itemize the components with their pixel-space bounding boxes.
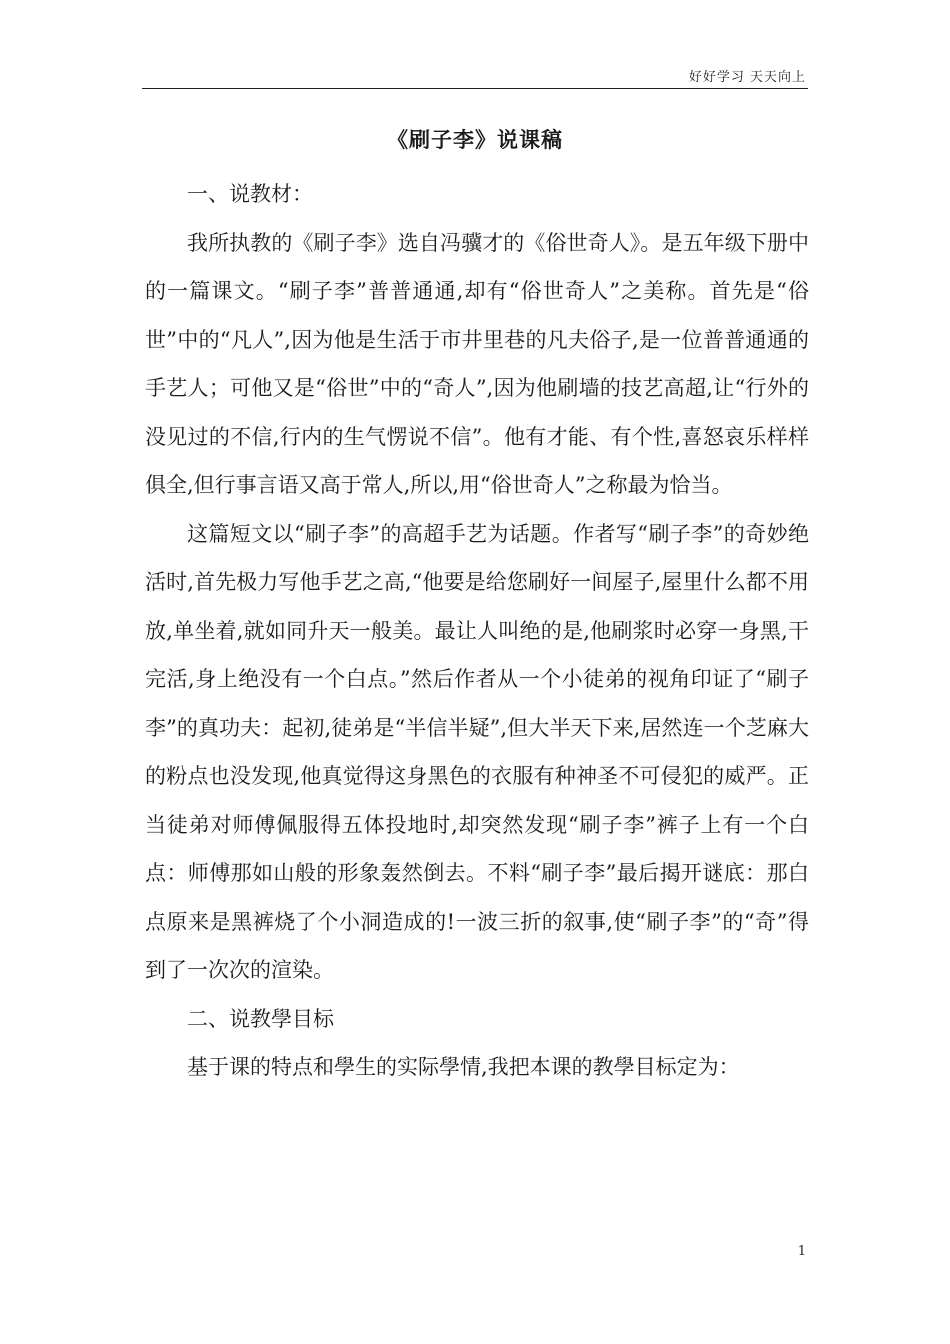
paragraph-goals-intro: 基于课的特点和學生的实际學情,我把本课的教學目标定为：: [187, 1055, 740, 1079]
section-heading-goals: 二、说教學目标: [187, 1006, 334, 1031]
document-body: [145, 170, 809, 1092]
document-title: 《刷子李》说课稿: [387, 127, 563, 152]
page-number: 1: [797, 1244, 806, 1259]
section-heading-textbook: 一、说教材：: [187, 182, 313, 206]
paragraph-textbook-analysis: 这篇短文以“刷子李”的高超手艺为话题。作者写“刷子李”的奇妙绝活时,首先极力写他手艺之高,“他要是给您刷好一间屋子,屋里什么都不用放,单坐着,就如同升天一般美。最让人叫绝的是,他刷浆时必穿一身黑,干完活,身上绝没有一个白点。”然后作者从一个小徒弟的视角印证了“刷子李”的真功夫：起初,徒弟是“半信半疑”,但大半天下来,居然连一个芝麻大的粉点也没发现,他真觉得这身黑色的衣服有种神圣不可侵犯的威严。正当徒弟对师傅佩服得五体投地时,却突然发现“刷子李”裤子上有一个白点：师傅那如山般的形象轰然倒去。不料“刷子李”最后揭开谜底：那白点原来是黑裤烧了个小洞造成的!一波三折的叙事,使“刷子李”的“奇”得到了一次次的渲染。: [145, 521, 809, 982]
header-divider: [142, 88, 808, 89]
page-header-text: 好好学习 天天向上: [688, 70, 806, 85]
paragraph-textbook-intro: 我所执教的《刷子李》选自冯骥才的《俗世奇人》。是五年级下册中的一篇课文。“刷子李”普普通通,却有“俗世奇人”之美称。首先是“俗世”中的“凡人”,因为他是生活于市井里巷的凡夫俗子,是一位普普通通的手艺人；可他又是“俗世”中的“奇人”,因为他刷墙的技艺高超,让“行外的没见过的不信,行内的生气愣说不信”。他有才能、有个性,喜怒哀乐样样俱全,但行事言语又高于常人,所以,用“俗世奇人”之称最为恰当。: [145, 230, 809, 497]
